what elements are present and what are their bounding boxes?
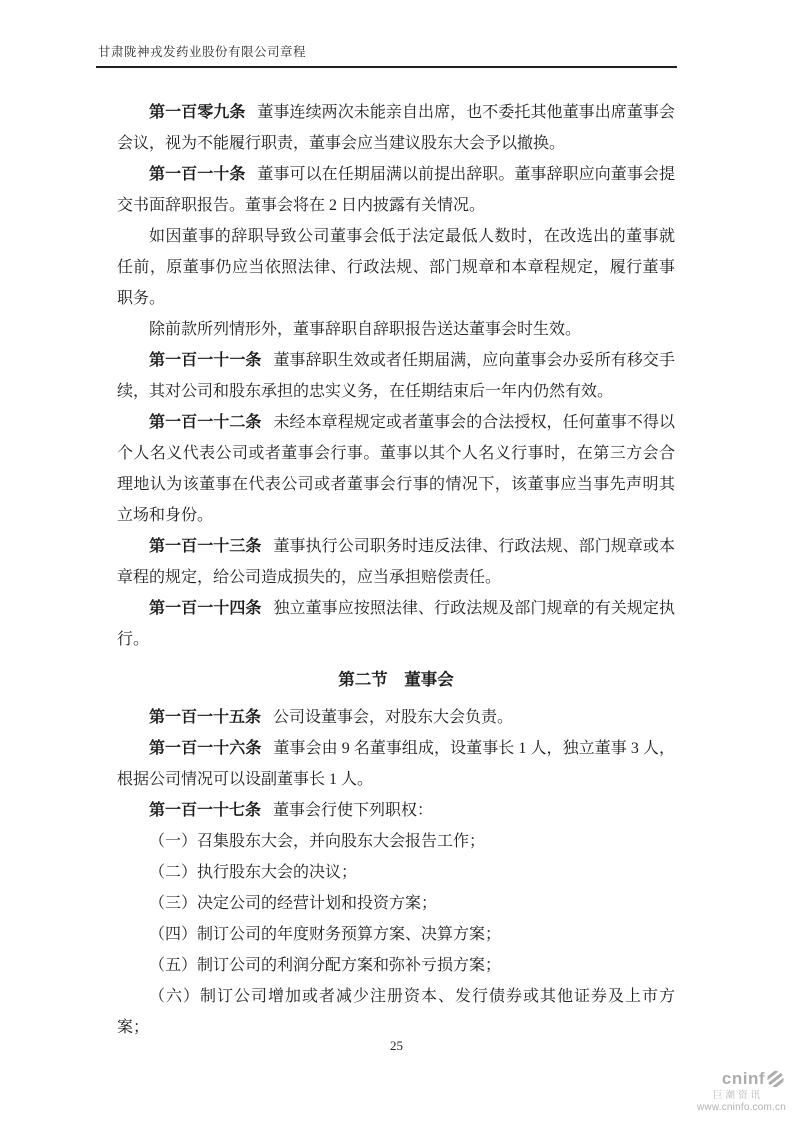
article-paragraph	[117, 345, 675, 407]
body-paragraph	[117, 314, 675, 345]
cninfo-swirl-icon	[765, 1070, 785, 1088]
paragraph-text: 如因董事的辞职导致公司董事会低于法定最低人数时，在改选出的董事就任前，原董事仍应当依照法律、行政法规、部门规章和本章程规定，履行董事职务。	[117, 228, 675, 307]
article-number: 第一百一十六条	[149, 740, 262, 757]
paragraph-text: 除前款所列情形外，董事辞职自辞职报告送达董事会时生效。	[149, 321, 582, 338]
cninfo-url: www.cninfo.com.cn	[697, 1102, 786, 1114]
article-paragraph	[117, 733, 675, 795]
list-item-paragraph	[117, 857, 675, 888]
page-number: 25	[390, 1038, 403, 1053]
list-item-paragraph	[117, 888, 675, 919]
article-number: 第一百一十五条	[149, 709, 262, 726]
section-heading	[117, 664, 675, 695]
paragraph-text: 独立董事应按照法律、行政法规及部门规章的有关规定执行。	[117, 600, 675, 648]
paragraph-text: 董事可以在任期届满以前提出辞职。董事辞职应向董事会提交书面辞职报告。董事会将在 2 日内披露有关情况。	[117, 166, 675, 214]
page-header	[96, 42, 677, 68]
article-number: 第一百一十三条	[149, 538, 262, 555]
paragraph-text: 第二节 董事会	[338, 670, 454, 689]
article-number: 第一百一十二条	[149, 414, 262, 431]
paragraph-text: 董事辞职生效或者任期届满，应向董事会办妥所有移交手续，其对公司和股东承担的忠实义务，在任期结束后一年内仍然有效。	[117, 352, 675, 400]
article-paragraph	[117, 702, 675, 733]
paragraph-text: （六）制订公司增加或者减少注册资本、发行债券或其他证券及上市方案；	[117, 988, 675, 1036]
header-title: 甘肃陇神戎发药业股份有限公司章程	[98, 45, 307, 59]
article-paragraph	[117, 97, 675, 159]
article-paragraph	[117, 531, 675, 593]
paragraph-text: （四）制订公司的年度财务预算方案、决算方案；	[149, 926, 502, 943]
cninfo-logo	[697, 1070, 785, 1113]
article-paragraph	[117, 159, 675, 221]
cninfo-subtitle: 巨潮资讯	[712, 1089, 763, 1101]
article-number: 第一百一十一条	[149, 352, 262, 369]
article-paragraph	[117, 407, 675, 531]
article-paragraph	[117, 593, 675, 655]
article-number: 第一百一十条	[149, 166, 246, 183]
article-number: 第一百零九条	[149, 104, 246, 121]
header-rule	[96, 66, 677, 68]
list-item-paragraph	[117, 826, 675, 857]
paragraph-text: 未经本章程规定或者董事会的合法授权，任何董事不得以个人名义代表公司或者董事会行事。董事以其个人名义行事时，在第三方会合理地认为该董事在代表公司或者董事会行事的情况下，该董事应当事先声明其立场和身份。	[117, 414, 675, 524]
list-item-paragraph	[117, 981, 675, 1043]
paragraph-text: 公司设董事会，对股东大会负责。	[273, 709, 514, 726]
paragraph-text: 董事执行公司职务时违反法律、行政法规、部门规章或本章程的规定，给公司造成损失的，应当承担赔偿责任。	[117, 538, 675, 586]
article-number: 第一百一十七条	[149, 802, 262, 819]
article-paragraph	[117, 795, 675, 826]
paragraph-text: （二）执行股东大会的决议；	[149, 864, 358, 881]
paragraph-text: 董事会行使下列职权：	[273, 802, 434, 819]
cninfo-brand-text: cninf	[721, 1069, 765, 1088]
list-item-paragraph	[117, 950, 675, 981]
paragraph-text: （五）制订公司的利润分配方案和弥补亏损方案；	[149, 957, 502, 974]
list-item-paragraph	[117, 919, 675, 950]
document-body	[117, 97, 675, 1043]
body-paragraph	[117, 221, 675, 314]
cninfo-brand-row	[697, 1070, 785, 1089]
paragraph-text: （一）召集股东大会，并向股东大会报告工作；	[149, 833, 486, 850]
paragraph-text: 董事会由 9 名董事组成，设董事长 1 人，独立董事 3 人，根据公司情况可以设副董事长 1 人。	[117, 740, 675, 788]
article-number: 第一百一十四条	[149, 600, 262, 617]
paragraph-text: （三）决定公司的经营计划和投资方案；	[149, 895, 438, 912]
paragraph-text: 董事连续两次未能亲自出席，也不委托其他董事出席董事会会议，视为不能履行职责，董事会应当建议股东大会予以撤换。	[117, 104, 675, 152]
